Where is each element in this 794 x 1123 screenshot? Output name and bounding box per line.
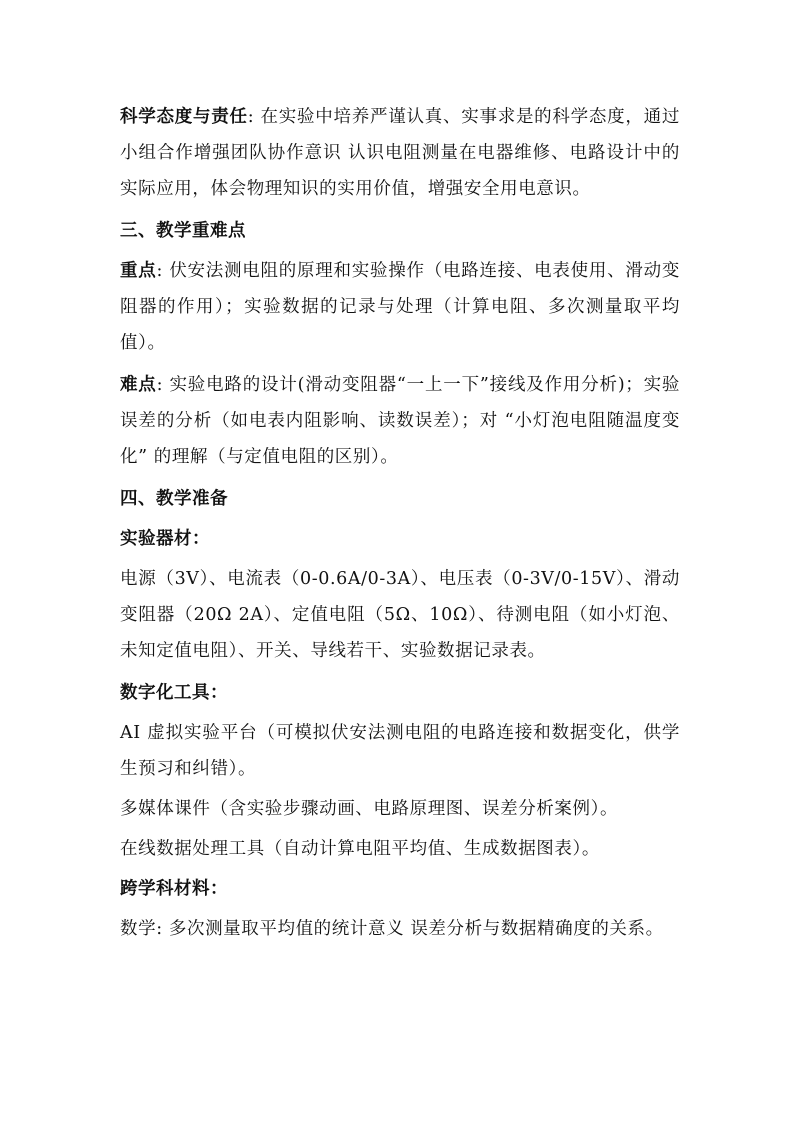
attitude-label: 科学态度与责任 <box>120 107 248 127</box>
equipment-heading: 实验器材： <box>120 529 210 549</box>
label-colon: : <box>247 107 261 127</box>
difficulty-paragraph <box>120 367 680 475</box>
label-colon: : <box>156 919 169 939</box>
section-3-heading: 三、教学重难点 <box>120 221 246 241</box>
label-colon: : <box>156 261 170 281</box>
section-4-heading: 四、教学准备 <box>120 489 228 509</box>
equipment-text: 电源（3V）、电流表（0-0.6A/0-3A）、电压表（0-3V/0-15V）、滑动变阻器（20Ω 2A）、定值电阻（5Ω、10Ω）、待测电阻（如小灯泡、未知定值电阻）、开关、导线若干、实验数据记录表。 <box>120 569 680 661</box>
label-colon: : <box>156 375 170 395</box>
document-page <box>120 99 680 953</box>
digital-item: 在线数据处理工具（自动计算电阻平均值、生成数据图表）。 <box>120 839 600 859</box>
cross-discipline-heading: 跨学科材料： <box>120 879 228 899</box>
difficulty-text: 实验电路的设计(滑动变阻器“一上一下”接线及作用分析)；实验误差的分析（如电表内阻影响、读数误差）；对 “小灯泡电阻随温度变化” 的理解（与定值电阻的区别）。 <box>120 375 680 467</box>
digital-item: AI 虚拟实验平台（可模拟伏安法测电阻的电路连接和数据变化，供学生预习和纠错）。 <box>120 723 680 779</box>
key-points-label: 重点 <box>120 261 157 281</box>
attitude-paragraph <box>120 99 680 207</box>
digital-tools-heading: 数字化工具： <box>120 683 228 703</box>
cross-discipline-label: 数学 <box>120 919 157 939</box>
attitude-text: 在实验中培养严谨认真、实事求是的科学态度，通过小组合作增强团队协作意识 认识电阻测量在电器维修、电路设计中的实际应用，体会物理知识的实用价值，增强安全用电意识。 <box>120 107 680 199</box>
key-points-paragraph <box>120 253 680 361</box>
cross-discipline-text: 多次测量取平均值的统计意义 误差分析与数据精确度的关系。 <box>168 919 664 939</box>
cross-discipline-paragraph <box>120 911 680 947</box>
key-points-text: 伏安法测电阻的原理和实验操作（电路连接、电表使用、滑动变阻器的作用）；实验数据的记录与处理（计算电阻、多次测量取平均值）。 <box>120 261 680 353</box>
difficulty-label: 难点 <box>120 375 157 395</box>
digital-item: 多媒体课件（含实验步骤动画、电路原理图、误差分析案例）。 <box>120 799 619 819</box>
